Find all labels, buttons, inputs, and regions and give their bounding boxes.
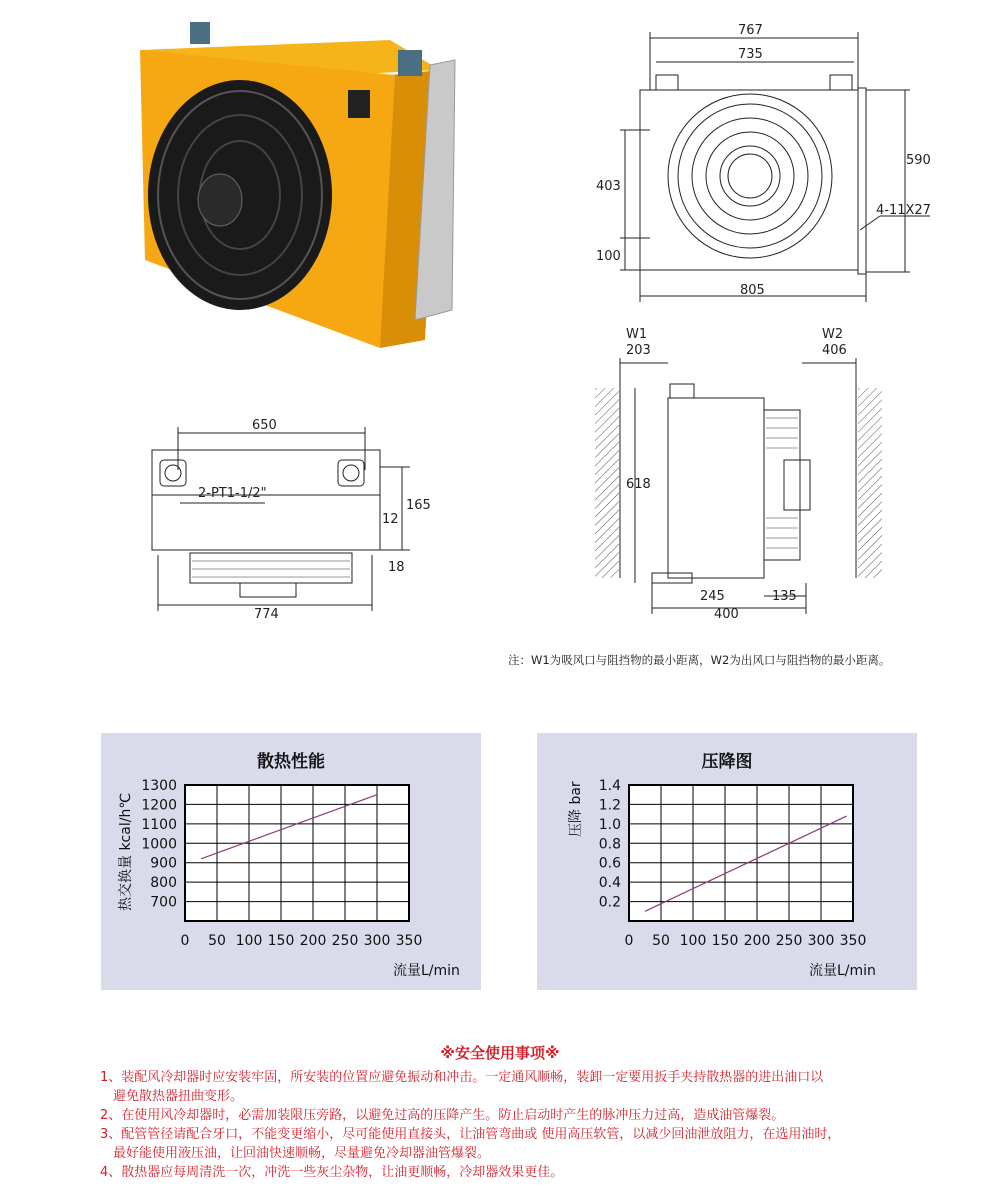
plot-area: [629, 785, 853, 921]
y-tick-label: 700: [150, 894, 177, 911]
y-axis-label: 压降 bar: [568, 781, 584, 837]
y-tick-label: 1.0: [598, 816, 621, 833]
dim-805: 805: [740, 283, 765, 298]
dim-650: 650: [252, 418, 277, 433]
dim-w1-value: 203: [626, 343, 651, 358]
dim-400: 400: [714, 607, 739, 622]
x-tick-label: 250: [775, 933, 803, 949]
safety-item: 避免散热器扭曲变形。: [100, 1089, 244, 1104]
y-tick-label: 0.8: [598, 836, 621, 853]
safety-item: 3、配管管径请配合牙口，不能变更缩小，尽可能使用直接头，让油管弯曲或 使用高压软管，以减少回油泄放阻力，在选用油时，: [100, 1127, 841, 1142]
x-tick-label: 300: [807, 933, 835, 949]
dim-w1-label: W1: [626, 327, 648, 342]
dim-12: 12: [382, 512, 399, 527]
y-tick-label: 900: [150, 855, 177, 872]
product-photo: [130, 20, 470, 355]
x-tick-label: 350: [839, 933, 867, 949]
x-tick-label: 50: [652, 933, 670, 949]
dim-w2-label: W2: [822, 327, 844, 342]
safety-item: 最好能使用液压油，让回油快速顺畅，尽量避免冷却器油管爆裂。: [100, 1146, 491, 1161]
dim-18: 18: [388, 560, 405, 575]
x-tick-label: 200: [743, 933, 771, 949]
chart-panel-pressure: [537, 733, 917, 990]
bottom-view-drawing: [140, 415, 440, 625]
x-axis-label: 流量L/min: [809, 963, 876, 979]
chart-title: 压降图: [701, 752, 753, 772]
dim-735: 735: [738, 47, 763, 62]
dim-165: 165: [406, 498, 431, 513]
x-tick-label: 250: [331, 933, 359, 949]
y-tick-label: 1000: [141, 836, 177, 853]
front-view-drawing: [590, 20, 950, 305]
y-tick-label: 0.6: [598, 855, 621, 872]
y-axis-label: 热交换量 kcal/h℃: [118, 792, 134, 911]
x-axis-label: 流量L/min: [393, 963, 460, 979]
holes-label: 4-11X27: [876, 203, 931, 218]
x-tick-label: 350: [395, 933, 423, 949]
chart-heat: [101, 733, 481, 990]
dim-403: 403: [596, 179, 621, 194]
dim-590: 590: [906, 153, 931, 168]
safety-list: [100, 1068, 940, 1182]
y-tick-label: 1100: [141, 816, 177, 833]
y-tick-label: 1.2: [598, 797, 621, 814]
safety-item: 2、在使用风冷却器时，必需加装限压旁路，以避免过高的压降产生。防止启动时产生的脉冲压力过高，造成油管爆裂。: [100, 1108, 785, 1123]
x-tick-label: 150: [267, 933, 295, 949]
note-text: 注：W1为吸风口与阻挡物的最小距离，W2为出风口与阻挡物的最小距离。: [508, 653, 891, 667]
x-tick-label: 0: [624, 933, 634, 949]
x-tick-label: 100: [679, 933, 707, 949]
x-tick-label: 300: [363, 933, 391, 949]
chart-title: 散热性能: [257, 752, 325, 772]
dim-135: 135: [772, 589, 797, 604]
dim-618: 618: [626, 477, 651, 492]
dim-w2-value: 406: [822, 343, 847, 358]
y-tick-label: 0.4: [598, 875, 621, 892]
x-tick-label: 100: [235, 933, 263, 949]
safety-item: 4、散热器应每周清洗一次，冲洗一些灰尘杂物，让油更顺畅，冷却器效果更佳。: [100, 1165, 564, 1180]
port-label: 2-PT1-1/2": [198, 486, 267, 501]
x-tick-label: 0: [180, 933, 190, 949]
safety-title: ※安全使用事项※: [440, 1044, 560, 1062]
y-tick-label: 1.4: [598, 778, 621, 794]
x-tick-label: 50: [208, 933, 226, 949]
side-view-drawing: [590, 318, 900, 628]
y-tick-label: 1300: [141, 778, 177, 794]
dim-767: 767: [738, 23, 763, 38]
dim-100: 100: [596, 249, 621, 264]
y-tick-label: 1200: [141, 797, 177, 814]
chart-pressure: [537, 733, 917, 990]
y-tick-label: 0.2: [598, 894, 621, 911]
dim-774: 774: [254, 607, 279, 622]
dim-245: 245: [700, 589, 725, 604]
safety-item: 1、装配风冷却器时应安装牢固，所安装的位置应避免振动和冲击。一定通风顺畅，装卸一定要用扳手夹持散热器的进出油口以: [100, 1070, 824, 1085]
x-tick-label: 150: [711, 933, 739, 949]
chart-panel-heat: [101, 733, 481, 990]
x-tick-label: 200: [299, 933, 327, 949]
y-tick-label: 800: [150, 875, 177, 892]
